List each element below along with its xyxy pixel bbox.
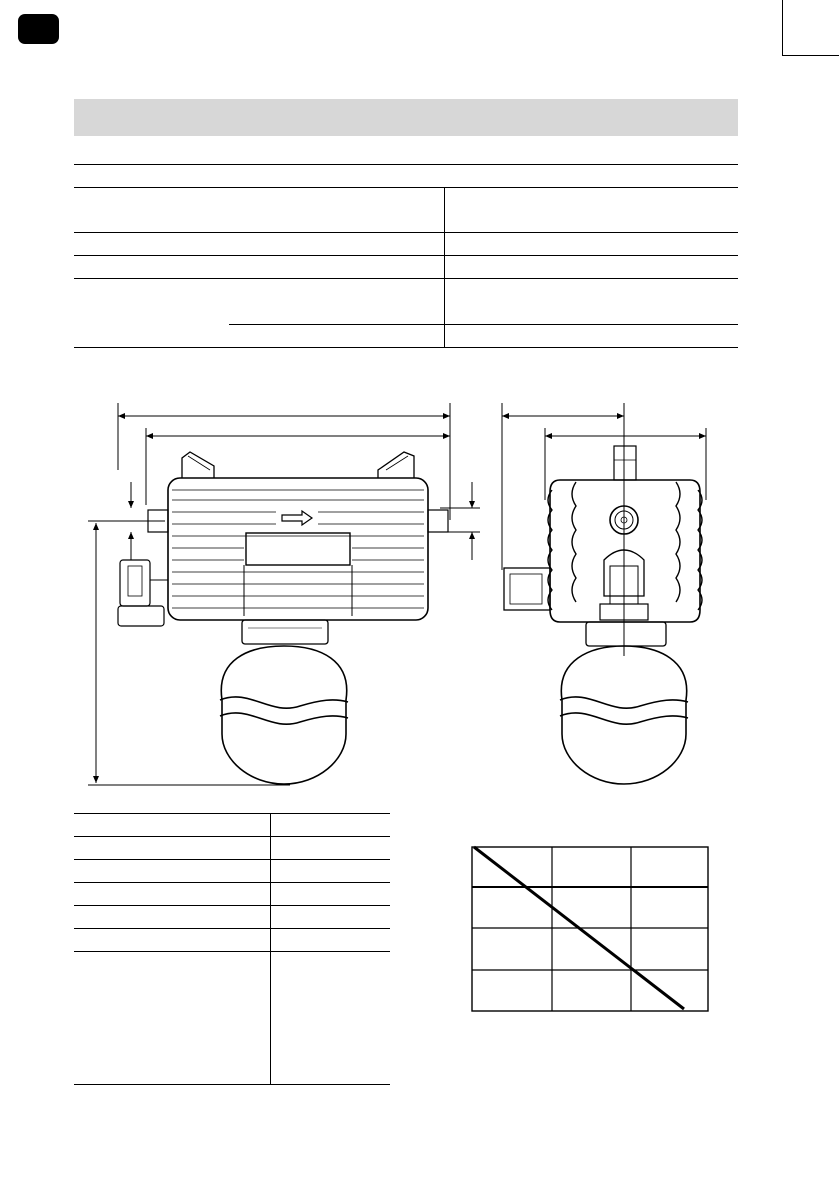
meter-front-view-drawing: [502, 403, 706, 784]
dimension-table-rule: [74, 813, 390, 814]
dimension-table-rule: [74, 905, 390, 906]
dimension-table-rule: [74, 928, 390, 929]
dimension-table-rule: [74, 836, 390, 837]
dimension-table-rule: [74, 882, 390, 883]
dimension-table-rule: [74, 951, 390, 952]
dimension-table-rule: [74, 859, 390, 860]
pressure-loss-graph: [470, 845, 710, 1015]
meter-side-view-drawing: [88, 403, 480, 785]
dimension-table-divider: [270, 813, 271, 1084]
arrow-right-icon: [282, 511, 312, 525]
dimension-table-rule: [74, 1084, 390, 1085]
